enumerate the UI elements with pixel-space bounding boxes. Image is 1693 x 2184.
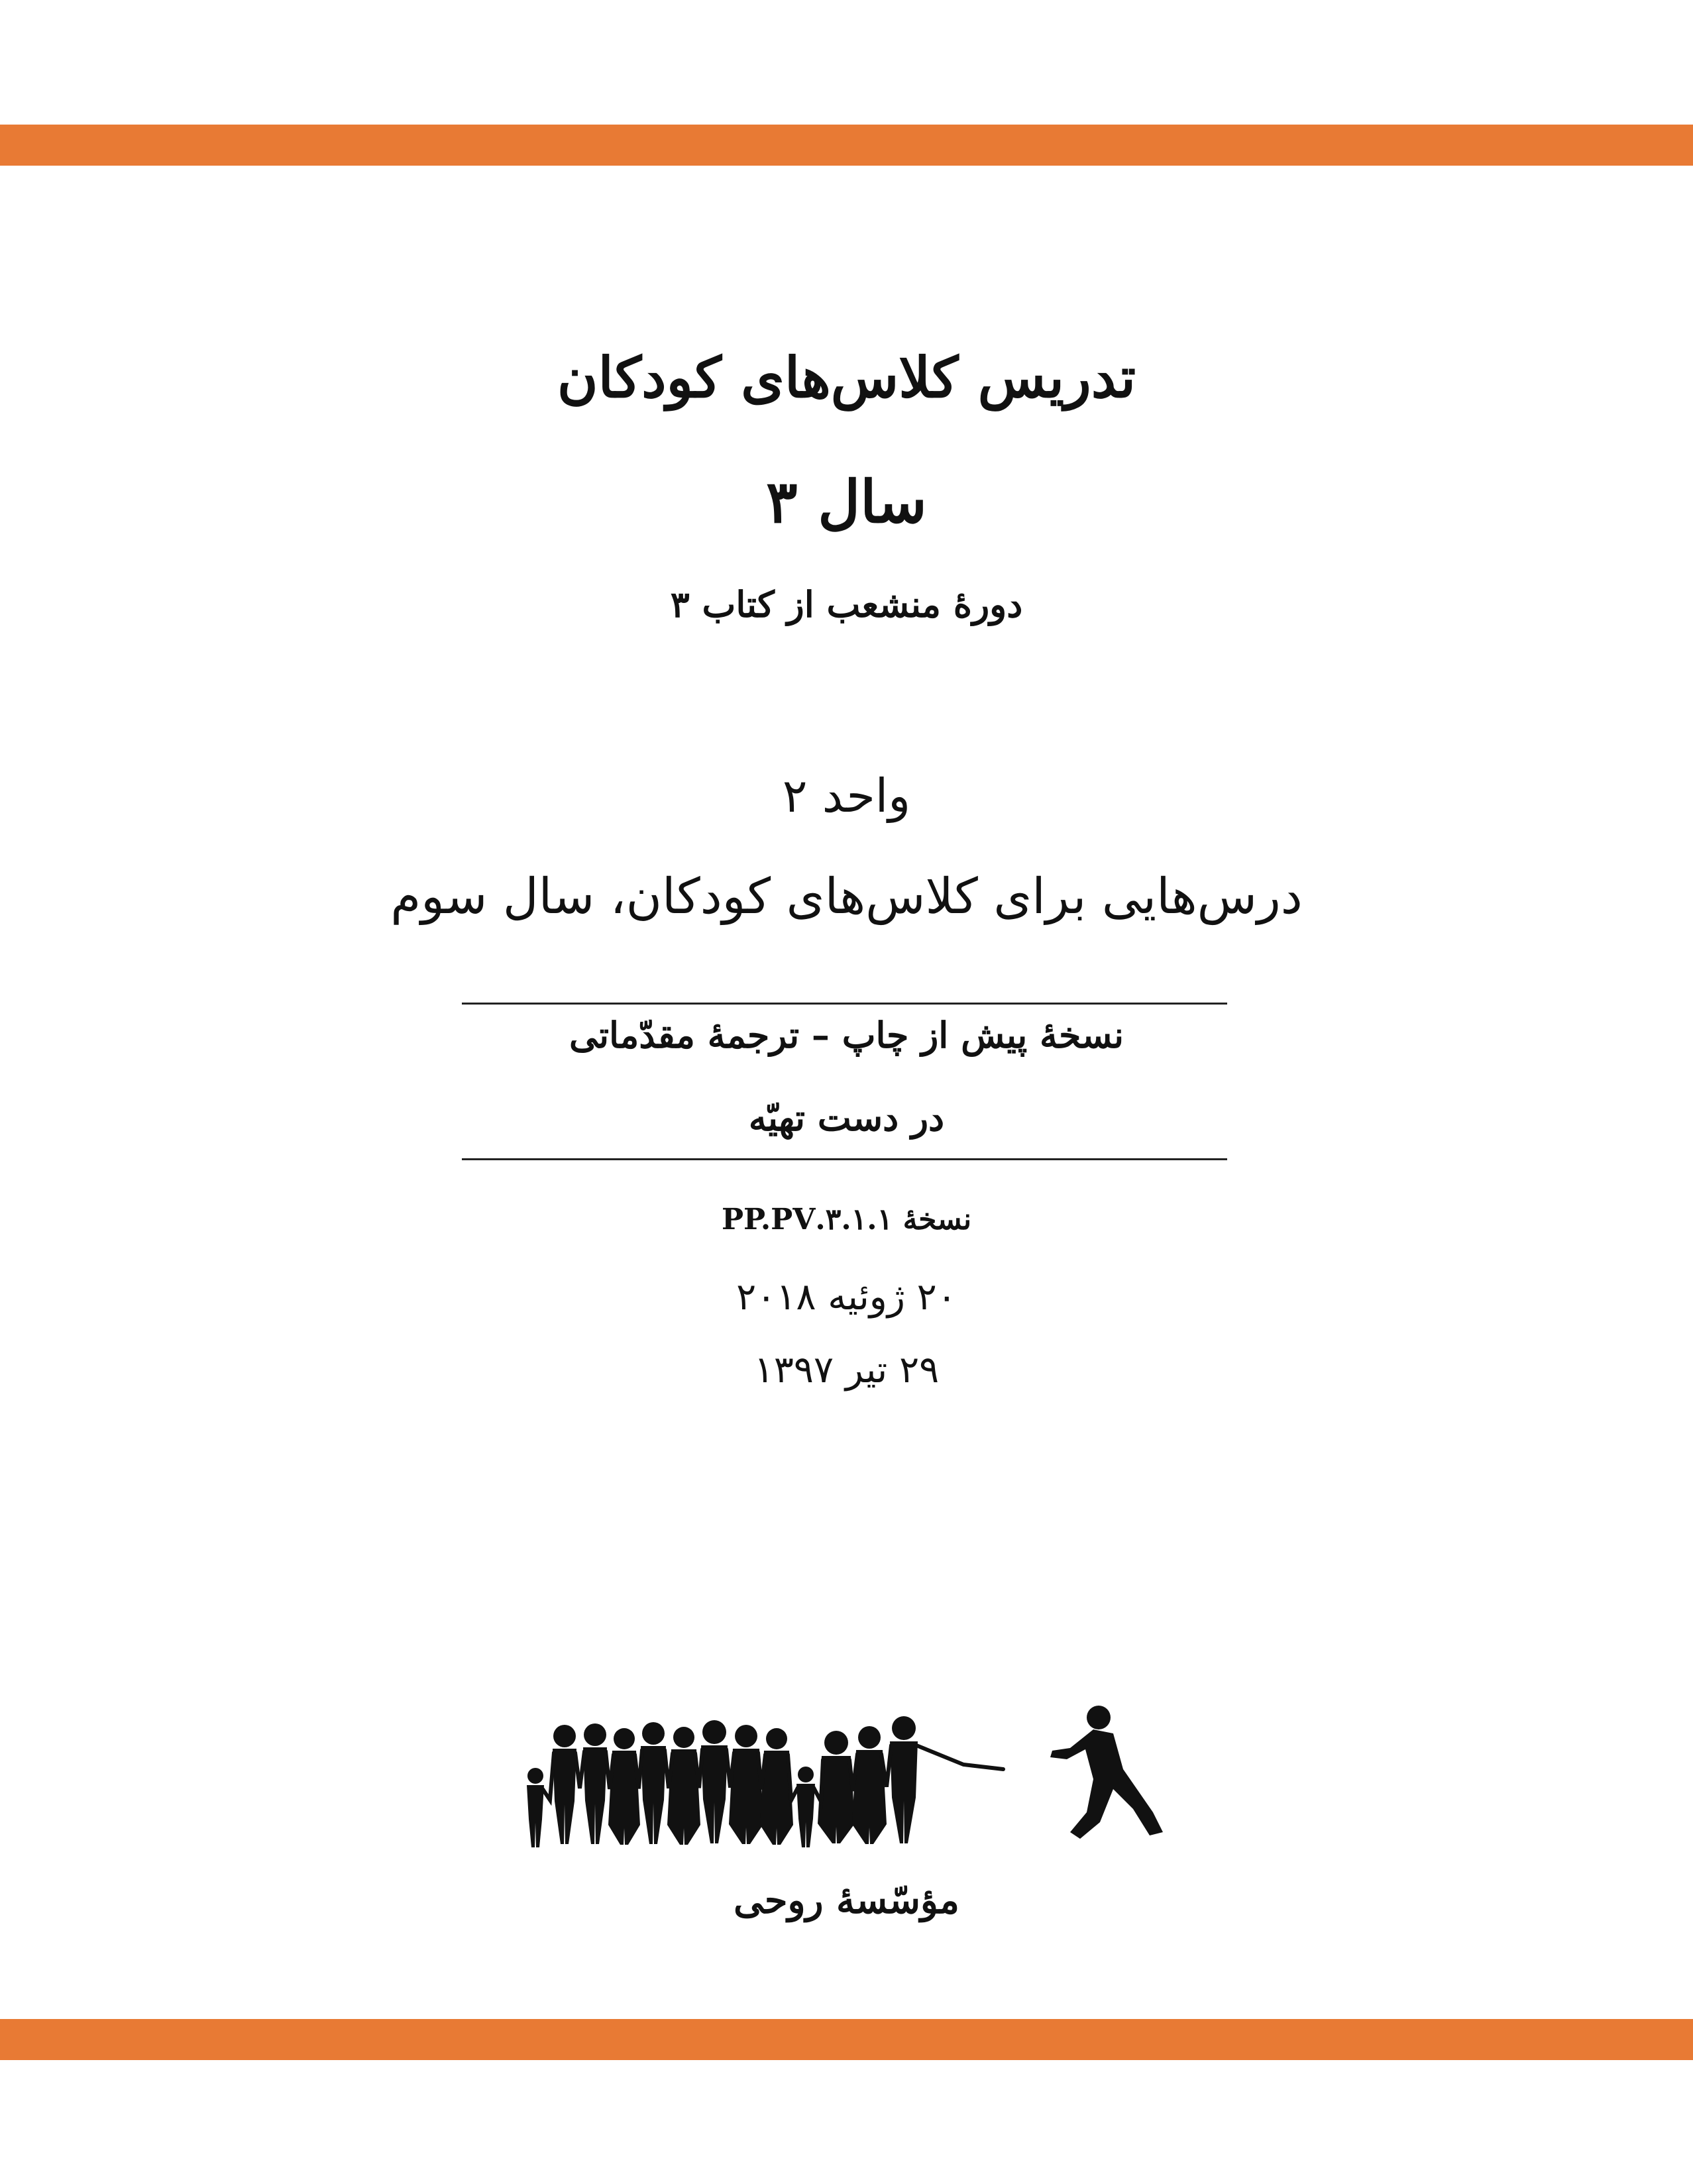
book-subtitle: دورۀ منشعب از کتاب ۳ <box>670 583 1023 626</box>
persian-date: ۲۹ تیر ۱۳۹۷ <box>753 1348 940 1392</box>
people-chain-silhouette-icon <box>517 1696 1173 1855</box>
book-title: تدریس کلاس‌های کودکان <box>557 345 1136 410</box>
publisher-name: مؤسّسۀ روحی <box>734 1879 959 1922</box>
bottom-accent-band <box>0 2019 1693 2060</box>
gregorian-date: ۲۰ ژوئیه ۲۰۱۸ <box>736 1276 957 1319</box>
divider-bottom <box>462 1158 1227 1160</box>
preprint-notice: نسخۀ پیش از چاپ – ترجمۀ مقدّماتی <box>569 1014 1124 1056</box>
divider-top <box>462 1003 1227 1005</box>
in-preparation-notice: در دست تهیّه <box>748 1097 945 1139</box>
top-accent-band <box>0 125 1693 166</box>
version-label: نسخۀ ۳.۱.۱.PP.PV <box>721 1203 972 1236</box>
unit-description: درس‌هایی برای کلاس‌های کودکان، سال سوم <box>390 868 1303 925</box>
unit-number: واحد ۲ <box>782 769 911 823</box>
book-year: سال ۳ <box>766 467 927 536</box>
